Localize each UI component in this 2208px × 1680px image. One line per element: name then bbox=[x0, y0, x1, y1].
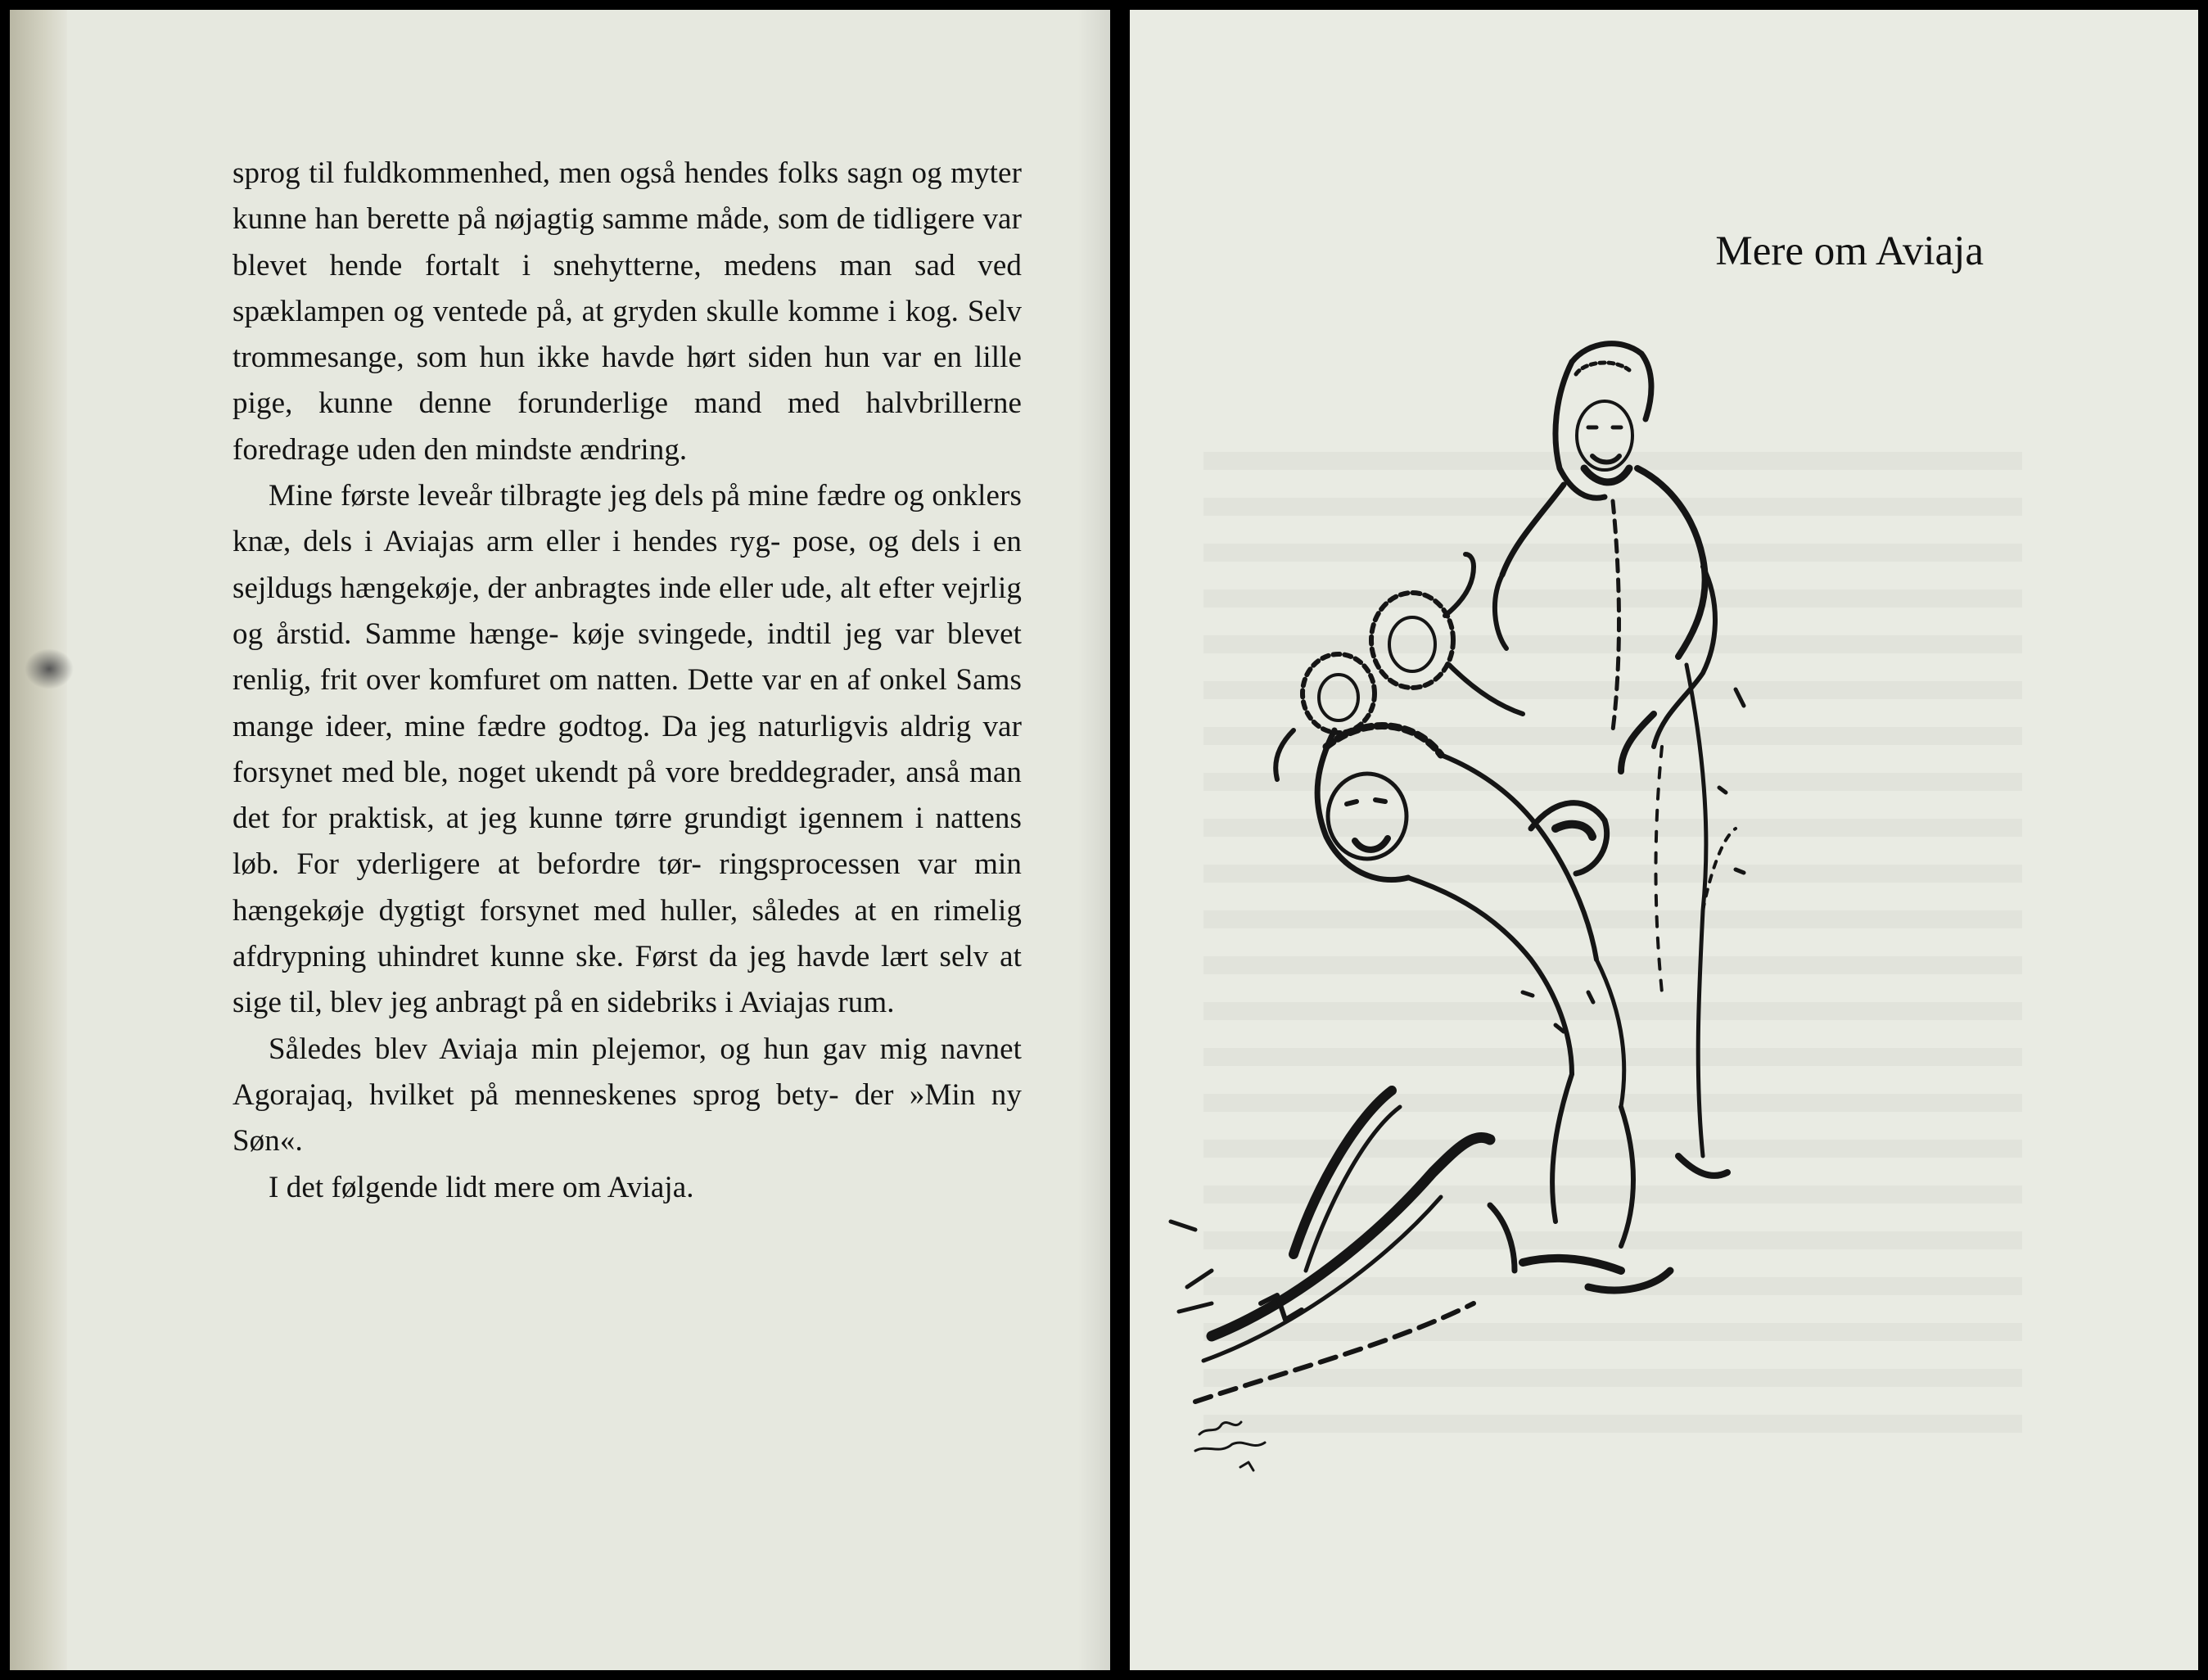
artist-signature bbox=[1195, 1422, 1265, 1470]
left-page bbox=[10, 10, 1110, 1670]
man-figure bbox=[1495, 344, 1744, 1176]
text-line: og onklers knæ, dels i Aviajas arm eller i hendes ryg- bbox=[233, 479, 1022, 559]
text-line: denne forunderlige mand med halvbrillerne foredrage bbox=[233, 386, 1023, 467]
paragraph bbox=[233, 1165, 1022, 1211]
text-line: inde eller ude, alt efter vejrlig og årstid. Samme hænge- bbox=[233, 571, 1022, 651]
paragraph bbox=[233, 473, 1022, 1027]
ink-illustration bbox=[1130, 10, 2198, 1670]
text-line: ske. Først da jeg havde lært selv at sige til, blev jeg bbox=[233, 940, 1022, 1020]
text-line: I det følgende lidt mere om Aviaja. bbox=[269, 1170, 694, 1204]
text-line: sprog til fuldkommenhed, men også hendes folks sagn bbox=[233, 156, 903, 190]
text-line: Mine første leveår tilbragte jeg dels på mine fædre bbox=[269, 479, 887, 513]
text-line: som de tidligere var blevet hende fortalt i snehytterne, bbox=[233, 202, 1022, 282]
spine-stain bbox=[25, 648, 74, 689]
text-line: anbragt på en sidebriks i Aviajas rum. bbox=[435, 986, 895, 1020]
text-line: uden den mindste ændring. bbox=[357, 432, 688, 467]
text-line: der »Min ny Søn«. bbox=[233, 1077, 1022, 1158]
text-line: komfuret om natten. Dette var en af onkel Sams mange bbox=[233, 663, 1023, 743]
book-spine-edge bbox=[10, 10, 67, 1670]
text-line: gryden skulle komme i kog. Selv trommesange, som bbox=[233, 294, 1023, 375]
text-line: medens man sad ved spæklampen og ventede på, at bbox=[233, 248, 1022, 328]
sled-runner bbox=[1171, 1091, 1490, 1402]
text-line: anså man det for praktisk, at jeg kunne tørre grundigt bbox=[233, 755, 1022, 836]
text-line: ringsprocessen var min hængekøje dygtigt forsynet med bbox=[233, 847, 1022, 928]
chapter-title: Mere om Aviaja bbox=[1715, 228, 1984, 274]
gutter-shadow bbox=[1077, 10, 1110, 1670]
paragraph bbox=[233, 1027, 1022, 1165]
paragraph bbox=[233, 151, 1022, 473]
text-line: pose, og dels i en sejldugs hængekøje, der anbragtes bbox=[233, 525, 1022, 605]
text-line: køje svingede, indtil jeg var blevet renlig, frit over bbox=[233, 616, 1022, 698]
text-line: navnet Agorajaq, hvilket på menneskenes sprog bety- bbox=[233, 1032, 1022, 1112]
body-text bbox=[233, 151, 1022, 1211]
right-page bbox=[1130, 10, 2198, 1670]
text-line: Således blev Aviaja min plejemor, og hun gav mig bbox=[269, 1032, 928, 1066]
woman-figure bbox=[1317, 726, 1670, 1290]
text-line: ideer, mine fædre godtog. Da jeg naturligvis aldrig var bbox=[325, 709, 1022, 743]
text-line: forsynet med ble, noget ukendt på vore breddegrader, bbox=[233, 755, 896, 789]
text-line: huller, således at en rimelig afdrypning uhindret kunne bbox=[233, 893, 1022, 974]
text-line: og myter kunne han berette på nøjagtig samme måde, bbox=[233, 156, 1022, 237]
text-line: hun ikke havde hørt siden hun var en lille pige, kunne bbox=[233, 341, 1022, 421]
text-line: igennem i nattens løb. For yderligere at befordre tør- bbox=[233, 802, 1022, 882]
child-figure bbox=[1276, 554, 1523, 779]
